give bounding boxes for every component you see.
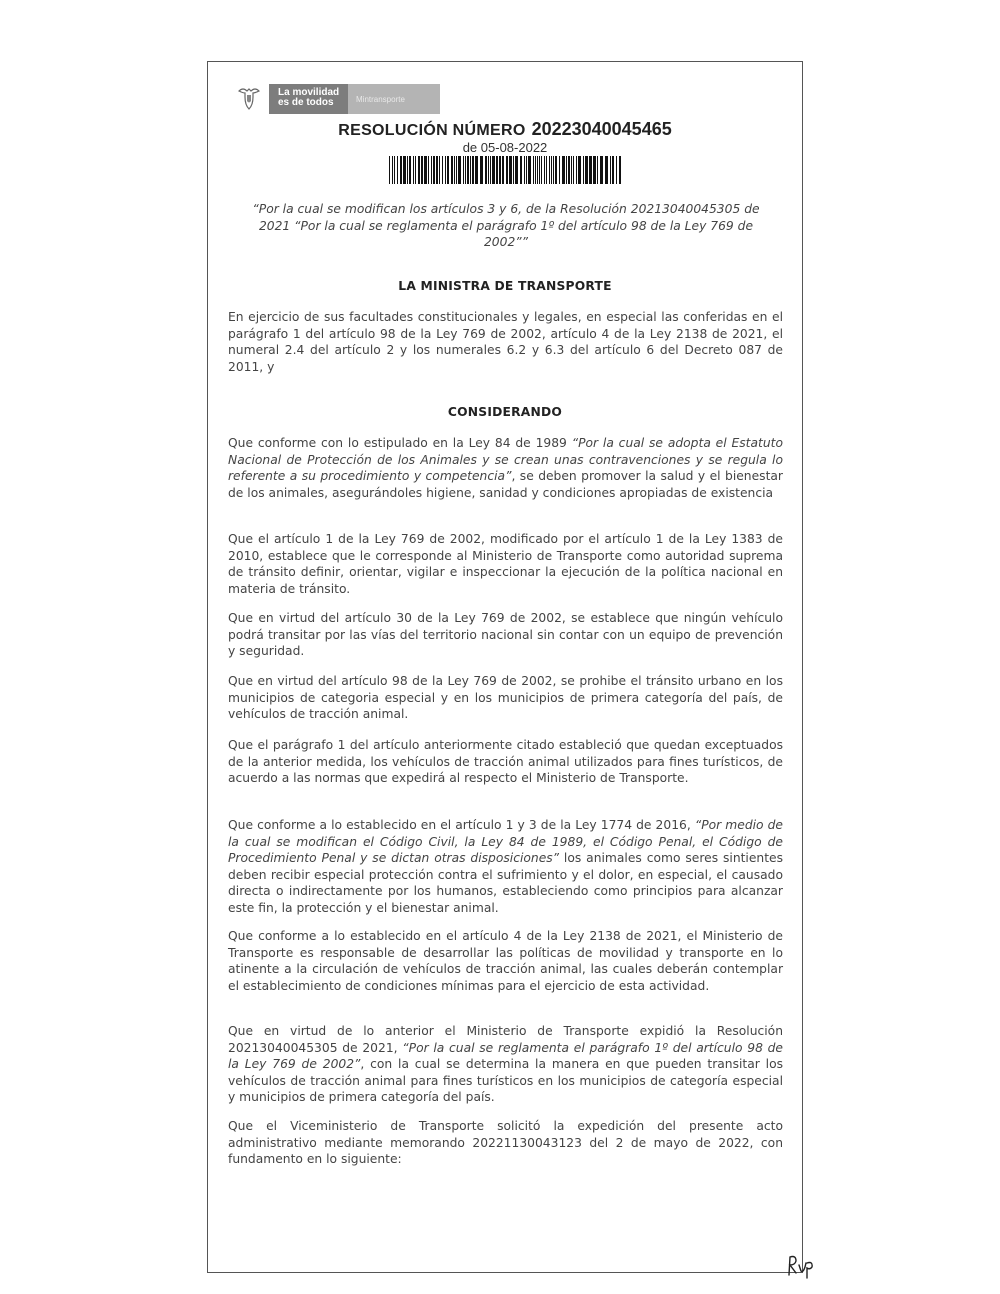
paragraph-5: Que el parágrafo 1 del artículo anteriormente citado estableció que quedan exceptuados de la anterior medida, los vehículos de tracción animal utilizados para fines turísticos, de acuerdo a las normas que expedirá al respecto el Ministerio de Transporte. bbox=[228, 738, 783, 785]
authority-heading: LA MINISTRA DE TRANSPORTE bbox=[398, 279, 612, 293]
barcode-bar bbox=[465, 156, 466, 184]
barcode-bar bbox=[571, 156, 572, 184]
barcode-bar bbox=[400, 156, 402, 184]
barcode-bar bbox=[544, 156, 545, 184]
barcode-bar bbox=[520, 156, 522, 184]
barcode-bar bbox=[454, 156, 455, 184]
logo-slogan bbox=[269, 84, 348, 114]
barcode-bar bbox=[578, 156, 581, 184]
barcode-bar bbox=[583, 156, 584, 184]
resolution-date: de 05-08-2022 bbox=[462, 140, 548, 155]
ministry-logo bbox=[269, 84, 440, 114]
barcode-bar bbox=[490, 156, 491, 184]
barcode-bar bbox=[597, 156, 598, 184]
barcode-bar bbox=[397, 156, 398, 184]
barcode-bar bbox=[475, 156, 478, 184]
paragraph-3: Que en virtud del artículo 30 de la Ley 769 de 2002, se establece que ningún vehículo podrá transitar por las vías del territorio nacional sin contar con un equipo de prevención y seguridad. bbox=[228, 611, 783, 658]
barcode-bar bbox=[600, 156, 603, 184]
handwritten-initials bbox=[787, 1253, 817, 1279]
barcode-bar bbox=[413, 156, 414, 184]
barcode-bar bbox=[403, 156, 406, 184]
barcode-bar bbox=[612, 156, 614, 184]
barcode-bar bbox=[407, 156, 408, 184]
barcode-bar bbox=[431, 156, 432, 184]
paragraph-7: Que conforme a lo establecido en el artículo 4 de la Ley 2138 de 2021, el Ministerio de Transporte es responsable de desarrollar las políticas de movilidad y transporte en lo atinente a la circulación de vehículos de tracción animal, las cuales deberán contemplar el establecimiento de condiciones mínimas para el ejercicio de esta actividad. bbox=[228, 929, 783, 993]
paragraph-1: Que conforme con lo estipulado en la Ley 84 de 1989 “Por la cual se adopta el Estatuto Nacional de Protección de los Animales y se crean unas contravenciones y se regula lo referente a su procedimiento y competencia”, se deben promover la salud y el bienestar de los animales, asegurándoles higiene, sanidad y condiciones apropiadas de existencia bbox=[228, 436, 783, 500]
barcode-bar bbox=[442, 156, 443, 184]
barcode-bar bbox=[502, 156, 504, 184]
barcode-bar bbox=[546, 156, 547, 184]
barcode-bar bbox=[585, 156, 588, 184]
paragraph-8: Que en virtud de lo anterior el Ministerio de Transporte expidió la Resolución 20213040045305 de 2021, “Por la cual se reglamenta el parágrafo 1º del artículo 98 de la Ley 769 de 2002”, con la cual se determina la manera en que pueden transitar los vehículos de tracción animal para fines turísticos en los municipios de categoría especial y municipios de primera categoría del país. bbox=[228, 1024, 783, 1104]
barcode-bar bbox=[447, 156, 449, 184]
barcode-bar bbox=[433, 156, 435, 184]
barcode-bar bbox=[551, 156, 552, 184]
barcode-bar bbox=[533, 156, 534, 184]
barcode-bar bbox=[515, 156, 518, 184]
barcode-bar bbox=[605, 156, 608, 184]
barcode-bar bbox=[589, 156, 592, 184]
barcode-bar bbox=[418, 156, 420, 184]
barcode-bar bbox=[535, 156, 536, 184]
barcode-bar bbox=[568, 156, 570, 184]
barcode-bar bbox=[456, 156, 457, 184]
preamble: En ejercicio de sus facultades constitucionales y legales, en especial las conferidas en el parágrafo 1 del artículo 98 de la Ley 769 de 2002, artículo 4 de la Ley 2138 de 2021, el numeral 2.4 del artículo 2 y los numerales 6.2 y 6.3 del artículo 6 del Decreto 087 de 2011, y bbox=[228, 310, 783, 374]
epigraph: “Por la cual se modifican los artículos 3 y 6, de la Resolución 20213040045305 de 2021 “Por la cual se reglamenta el parágrafo 1º del artículo 98 de la Ley 769 de 2002”” bbox=[252, 202, 760, 249]
barcode-bar bbox=[616, 156, 617, 184]
barcode-bar bbox=[513, 156, 514, 184]
barcode-bar bbox=[485, 156, 487, 184]
barcode-bar bbox=[428, 156, 429, 184]
barcode-bar bbox=[472, 156, 474, 184]
barcode-bar bbox=[415, 156, 416, 184]
barcode-bar bbox=[392, 156, 393, 184]
resolution-label: RESOLUCIÓN NÚMERO bbox=[338, 122, 526, 139]
barcode-bar bbox=[488, 156, 489, 184]
barcode-bar bbox=[470, 156, 471, 184]
barcode-bar bbox=[506, 156, 508, 184]
paragraph-2: Que el artículo 1 de la Ley 769 de 2002, modificado por el artículo 1 de la Ley 1383 de 2010, establece que le corresponde al Ministerio de Transporte como autoridad suprema de tránsito definir, orientar, vigilar e inspeccionar la ejecución de la política nacional en materia de tránsito. bbox=[228, 532, 783, 596]
barcode-bar bbox=[496, 156, 498, 184]
barcode-bar bbox=[439, 156, 440, 184]
barcode-bar bbox=[573, 156, 574, 184]
barcode-bar bbox=[559, 156, 560, 184]
barcode-bar bbox=[467, 156, 469, 184]
barcode-bar bbox=[539, 156, 540, 184]
logo-slogan-line2: es de todos bbox=[278, 97, 334, 108]
barcode-bar bbox=[553, 156, 554, 184]
barcode-bar bbox=[436, 156, 438, 184]
barcode-bar bbox=[480, 156, 483, 184]
header-logos bbox=[237, 84, 440, 114]
considerando-heading: CONSIDERANDO bbox=[447, 405, 563, 419]
barcode-bar bbox=[424, 156, 427, 184]
logo-slogan-line1: La movilidad bbox=[278, 87, 340, 98]
barcode-bar bbox=[463, 156, 464, 184]
paragraph-4: Que en virtud del artículo 98 de la Ley 769 de 2002, se prohibe el tránsito urbano en los municipios de categoria especial y en los municipios de primera categoría del país, de vehículos de tracción animal. bbox=[228, 674, 783, 721]
barcode-bar bbox=[526, 156, 527, 184]
barcode-bar bbox=[549, 156, 550, 184]
barcode-bar bbox=[610, 156, 611, 184]
paragraph-6: Que conforme a lo establecido en el artículo 1 y 3 de la Ley 1774 de 2016, “Por medio de la cual se modifican el Código Civil, la Ley 84 de 1989, el Código Penal, el Código de Procedimiento Penal y se dictan otras disposiciones” los animales como seres sintientes deben recibir especial protección contra el sufrimiento y el dolor, en especial, el causado directa o indirectamente por los humanos, estableciendo como principios para alcanzar este fin, la protección y el bienestar animal. bbox=[228, 818, 784, 915]
coat-of-arms-icon bbox=[237, 85, 261, 113]
barcode-bar bbox=[394, 156, 395, 184]
barcode-bar bbox=[528, 156, 531, 184]
barcode-bar bbox=[566, 156, 567, 184]
barcode-bar bbox=[492, 156, 495, 184]
barcode-bar bbox=[509, 156, 512, 184]
barcode-bar bbox=[409, 156, 411, 184]
barcode-bar bbox=[389, 156, 390, 184]
barcode-bar bbox=[555, 156, 557, 184]
barcode-bar bbox=[451, 156, 453, 184]
barcode-bar bbox=[445, 156, 446, 184]
resolution-number: 20223040045465 bbox=[531, 119, 672, 139]
logo-mintransporte: Mintransporte bbox=[348, 84, 440, 114]
barcode-bar bbox=[562, 156, 565, 184]
barcode-bar bbox=[499, 156, 501, 184]
barcode-bar bbox=[576, 156, 577, 184]
barcode-bar bbox=[524, 156, 525, 184]
barcode-bar bbox=[421, 156, 423, 184]
paragraph-9: Que el Viceministerio de Transporte solicitó la expedición del presente acto administrativo mediante memorando 20221130043123 del 2 de mayo de 2022, con fundamento en lo siguiente: bbox=[228, 1119, 783, 1166]
barcode-bar bbox=[619, 156, 621, 184]
barcode bbox=[389, 156, 623, 184]
barcode-bar bbox=[593, 156, 596, 184]
barcode-bar bbox=[541, 156, 542, 184]
barcode-bar bbox=[537, 156, 538, 184]
barcode-bar bbox=[458, 156, 461, 184]
resolution-title bbox=[207, 119, 803, 140]
